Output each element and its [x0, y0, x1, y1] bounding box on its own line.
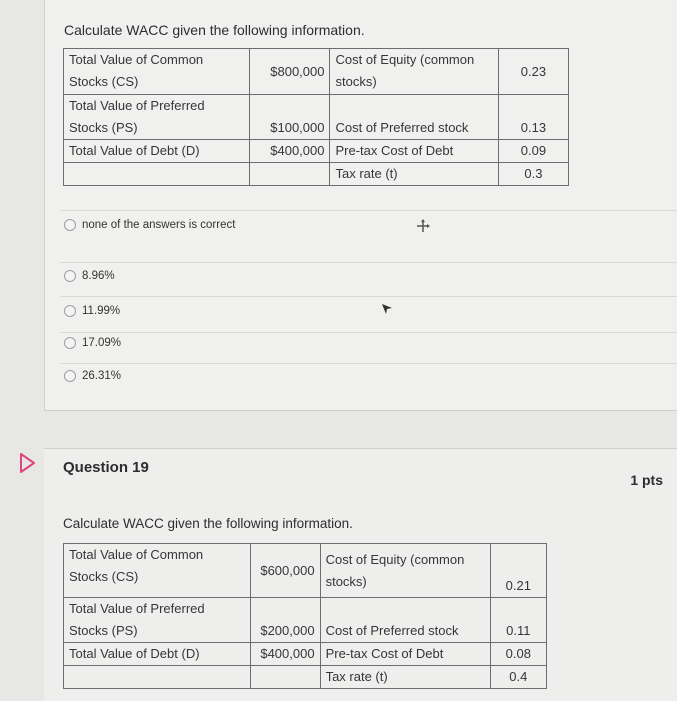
row-amount: $200,000 [251, 598, 320, 643]
answer-label: 26.31% [82, 370, 122, 382]
row-value: 0.11 [490, 598, 546, 643]
row-value: 0.4 [490, 666, 546, 689]
q19-data-table [63, 543, 547, 689]
answer-label: 8.96% [82, 270, 115, 282]
row-item: Cost of Equity (common stocks) [330, 49, 498, 95]
q18-prompt: Calculate WACC given the following information. [64, 22, 365, 38]
row-label [64, 666, 251, 689]
radio-button[interactable] [64, 305, 76, 317]
row-label: Total Value of Debt (D) [64, 643, 251, 666]
row-value: 0.3 [498, 163, 568, 186]
row-label: Total Value of Preferred Stocks (PS) [64, 95, 250, 140]
row-amount: $400,000 [249, 140, 330, 163]
radio-button[interactable] [64, 370, 76, 382]
row-label [64, 163, 250, 186]
row-item: Pre-tax Cost of Debt [330, 140, 498, 163]
answer-label: none of the answers is correct [82, 219, 236, 231]
row-amount [251, 666, 320, 689]
divider [60, 262, 677, 263]
answer-option[interactable] [64, 370, 121, 382]
row-value: 0.08 [490, 643, 546, 666]
radio-button[interactable] [64, 219, 76, 231]
divider [60, 332, 677, 333]
answer-option[interactable] [64, 337, 121, 349]
table-row [64, 544, 547, 598]
q19-prompt: Calculate WACC given the following information. [63, 516, 353, 531]
row-amount: $600,000 [251, 544, 320, 598]
row-amount: $100,000 [249, 95, 330, 140]
row-amount: $800,000 [249, 49, 330, 95]
answer-label: 11.99% [82, 305, 121, 317]
points-label: 1 pts [630, 472, 663, 488]
radio-button[interactable] [64, 270, 76, 282]
answer-label: 17.09% [82, 337, 122, 349]
divider [60, 296, 677, 297]
answer-option[interactable] [64, 305, 120, 317]
flag-question-icon[interactable] [18, 452, 38, 474]
row-value: 0.23 [498, 49, 568, 95]
row-value: 0.09 [498, 140, 568, 163]
row-item: Tax rate (t) [330, 163, 498, 186]
divider [60, 363, 677, 364]
table-row [64, 643, 547, 666]
answer-option[interactable] [64, 219, 235, 231]
row-label: Total Value of Preferred Stocks (PS) [64, 598, 251, 643]
table-row [64, 163, 569, 186]
row-label: Total Value of Common Stocks (CS) [64, 49, 250, 95]
divider [60, 210, 677, 211]
question-title: Question 19 [63, 459, 149, 476]
table-row [64, 95, 569, 140]
row-amount: $400,000 [251, 643, 320, 666]
row-value: 0.13 [498, 95, 568, 140]
table-row [64, 666, 547, 689]
row-item: Cost of Equity (common stocks) [320, 544, 490, 598]
table-row [64, 49, 569, 95]
radio-button[interactable] [64, 337, 76, 349]
move-cursor-icon [416, 219, 430, 233]
row-label: Total Value of Common Stocks (CS) [64, 544, 251, 598]
pointer-cursor-icon [380, 302, 394, 316]
row-item: Pre-tax Cost of Debt [320, 643, 490, 666]
row-value: 0.21 [490, 544, 546, 598]
table-row [64, 598, 547, 643]
row-item: Cost of Preferred stock [320, 598, 490, 643]
row-item: Tax rate (t) [320, 666, 490, 689]
row-label: Total Value of Debt (D) [64, 140, 250, 163]
row-item: Cost of Preferred stock [330, 95, 498, 140]
table-row [64, 140, 569, 163]
answer-option[interactable] [64, 270, 115, 282]
row-amount [249, 163, 330, 186]
q18-data-table [63, 48, 569, 186]
